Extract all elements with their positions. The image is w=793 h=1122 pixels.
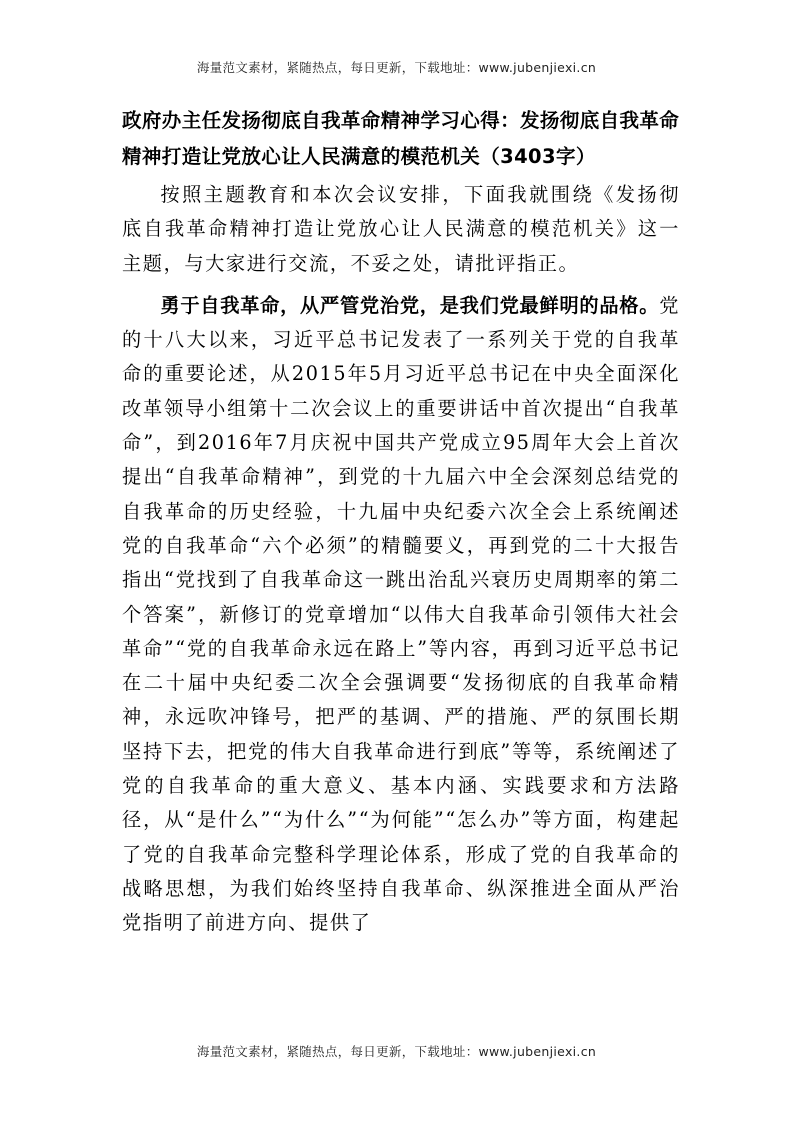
paragraph-self-revolution xyxy=(122,289,680,941)
document-body xyxy=(122,178,680,941)
page-footer: 海量范文素材，紧随热点，每日更新，下载地址：www.jubenjiexi.cn xyxy=(196,1044,597,1059)
paragraph-lead-sentence: 勇于自我革命，从严管党治党，是我们党最鲜明的品格。 xyxy=(160,293,660,317)
paragraph-content: 党的十八大以来，习近平总书记发表了一系列关于党的自我革命的重要论述，从2015年5月习近平总书记在中央全面深化改革领导小组第十二次会议上的重要讲话中首次提出“自我革命”，到2016年7月庆祝中国共产党成立95周年大会上首次提出“自我革命精神”，到党的十九届六中全会深刻总结党的自我革命的历史经验，十九届中央纪委六次全会上系统阐述党的自我革命“六个必须”的精髓要义，再到党的二十大报告指出“党找到了自我革命这一跳出治乱兴衰历史周期率的第二个答案”，新修订的党章增加“以伟大自我革命引领伟大社会革命”“党的自我革命永远在路上”等内容，再到习近平总书记在二十届中央纪委二次全会强调要“发扬彻底的自我革命精神，永远吹冲锋号，把严的基调、严的措施、严的氛围长期坚持下去，把党的伟大自我革命进行到底”等等，系统阐述了党的自我革命的重大意义、基本内涵、实践要求和方法路径，从“是什么”“为什么”“为何能”“怎么办”等方面，构建起了党的自我革命完整科学理论体系，形成了党的自我革命的战略思想，为我们始终坚持自我革命、纵深推进全面从严治党指明了前进方向、提供了 xyxy=(122,293,680,935)
document-title: 政府办主任发扬彻底自我革命精神学习心得：发扬彻底自我革命精神打造让党放心让人民满意的模范机关（3403字） xyxy=(122,109,680,168)
page-header: 海量范文素材，紧随热点，每日更新，下载地址：www.jubenjiexi.cn xyxy=(196,60,597,75)
paragraph-intro: 按照主题教育和本次会议安排，下面我就围绕《发扬彻底自我革命精神打造让党放心让人民满意的模范机关》这一主题，与大家进行交流，不妥之处，请批评指正。 xyxy=(122,183,680,275)
